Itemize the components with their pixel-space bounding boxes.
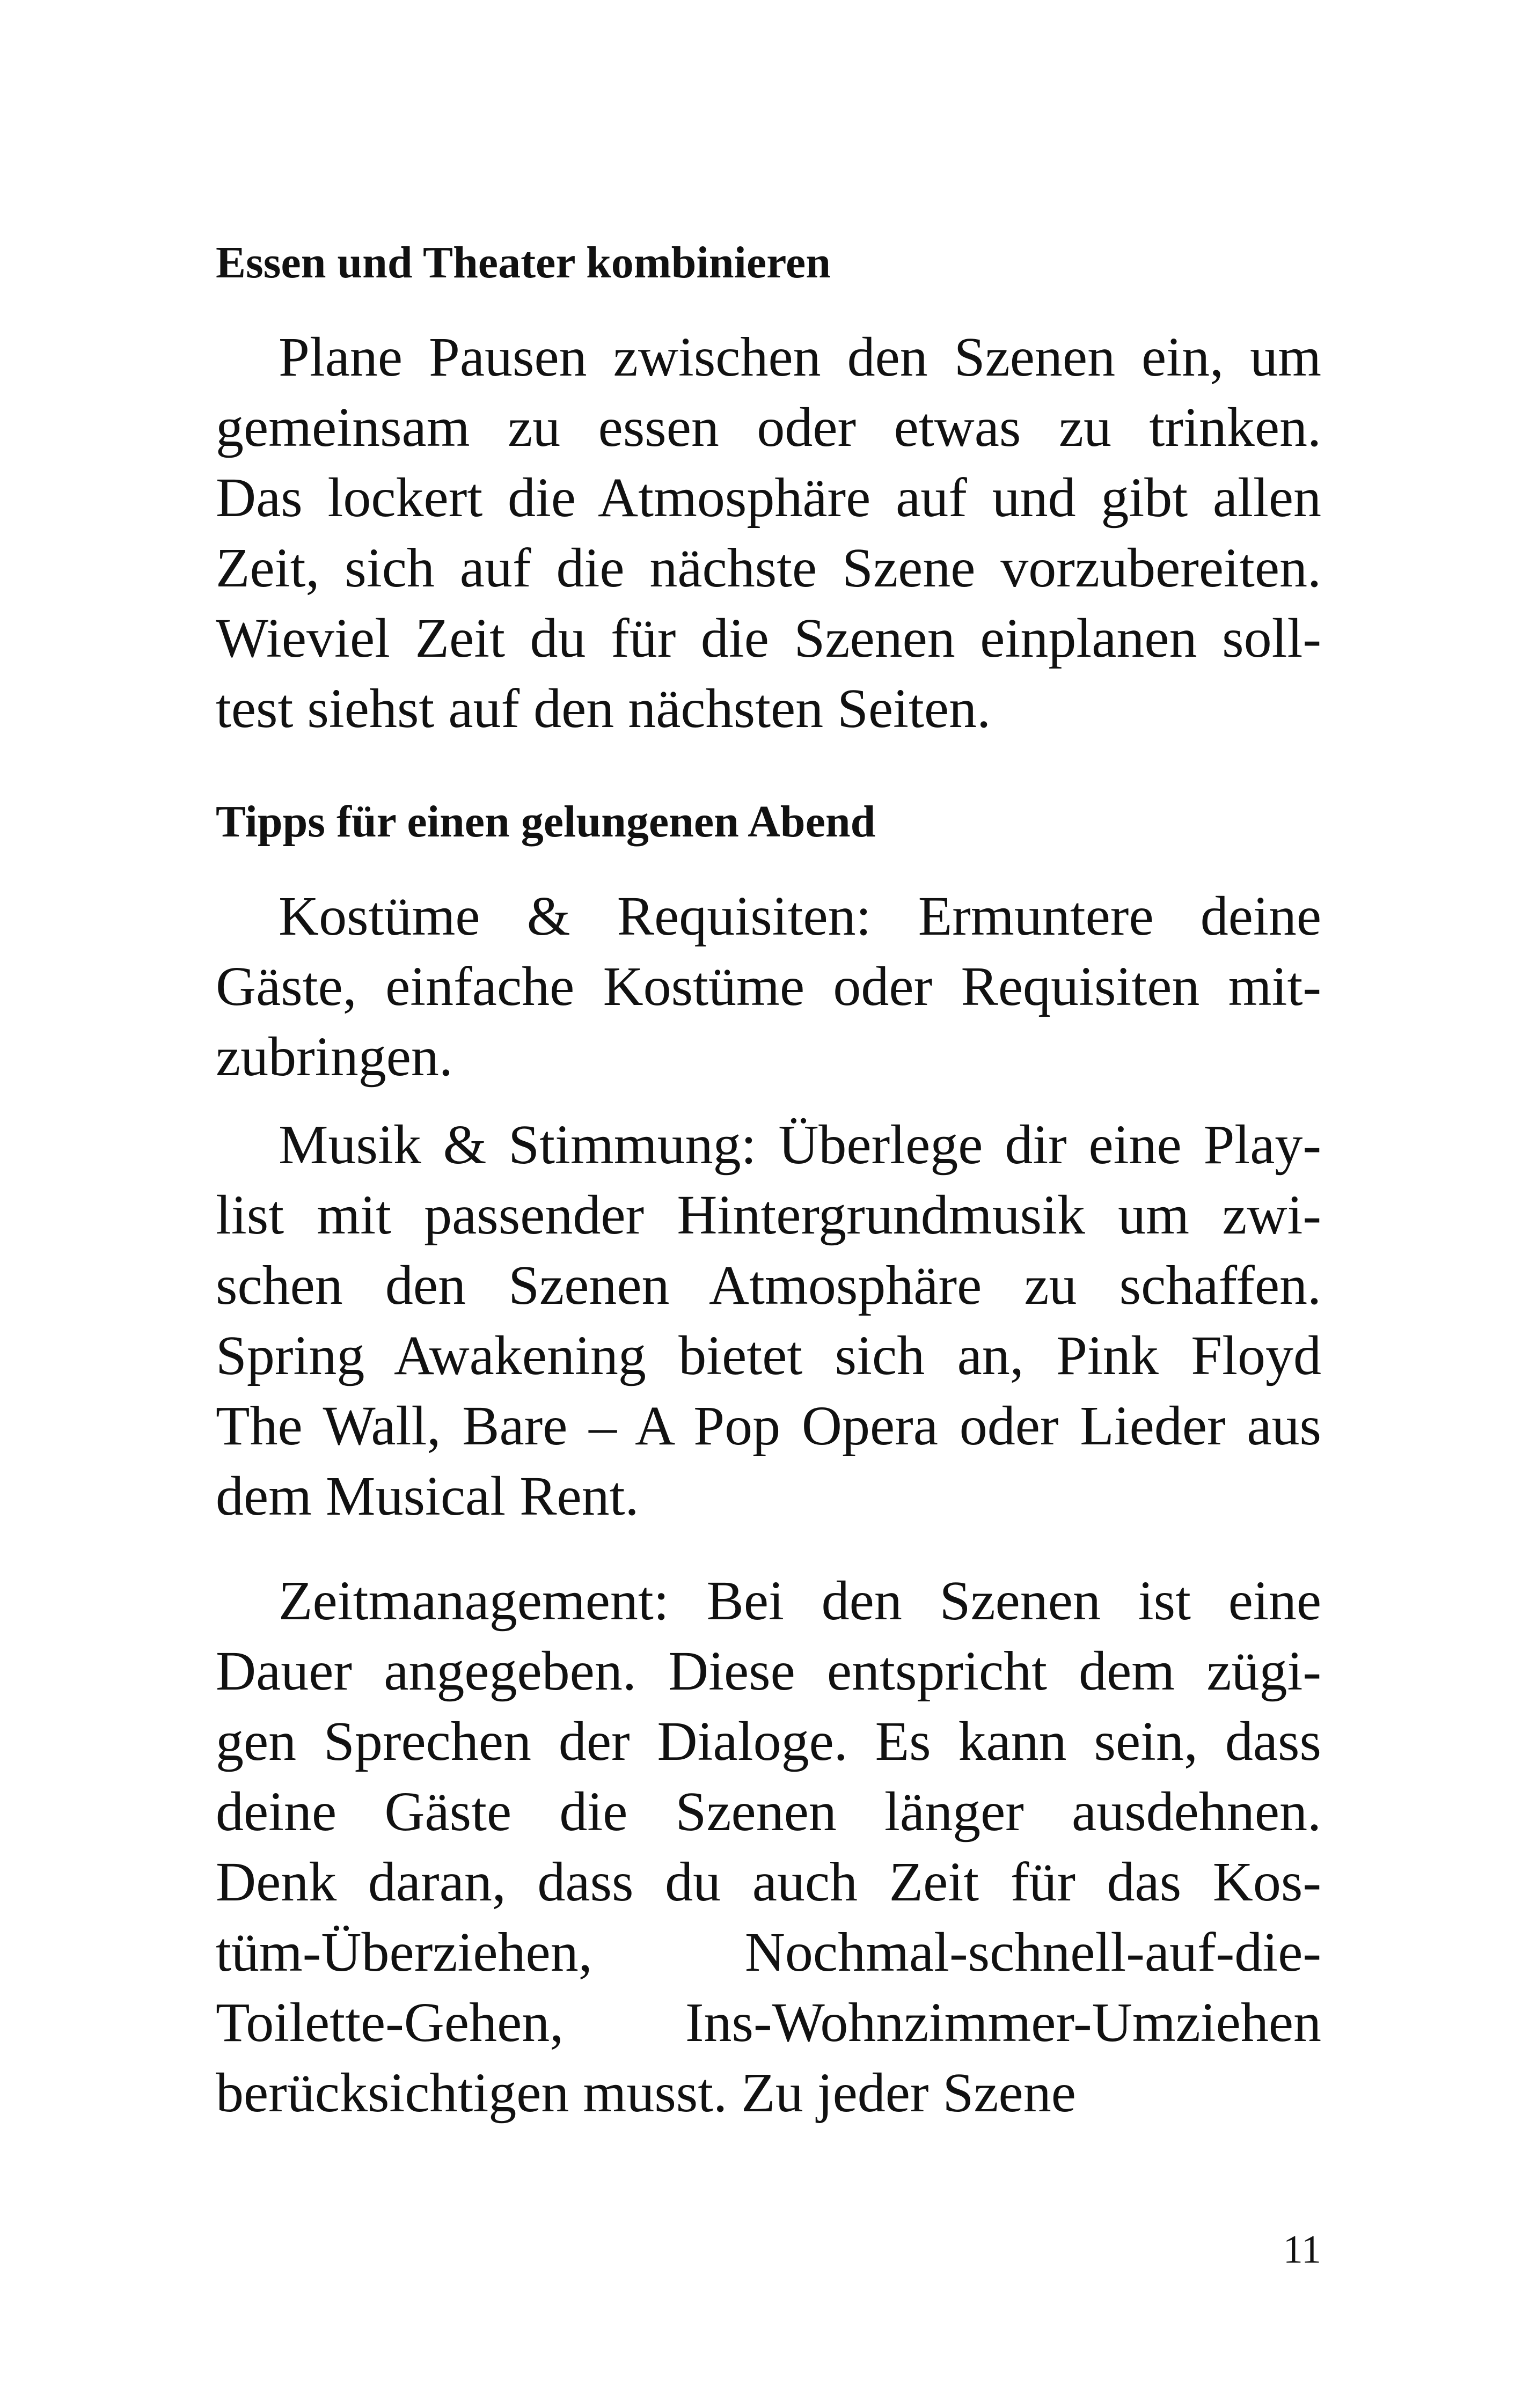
text-line: tüm-Überziehen, Nochmal-schnell-auf-die- [216,1921,1321,1983]
text-line: dem Musical Rent. [216,1465,639,1527]
page-number: 11 [1283,2228,1321,2272]
paragraph-kostueme [216,881,1321,1092]
text-line: Plane Pausen zwischen den Szenen ein, um [279,326,1321,388]
text-line: list mit passender Hintergrundmusik um zwi- [216,1184,1321,1246]
text-line: gen Sprechen der Dialoge. Es kann sein, dass [216,1710,1321,1772]
text-line: zubringen. [216,1026,453,1088]
text-line: Toilette-Gehen, Ins-Wohnzimmer-Umziehen [216,1992,1321,2053]
text-line: The Wall, Bare – A Pop Opera oder Lieder aus [216,1395,1321,1457]
text-line: Kostüme & Requisiten: Ermuntere deine [279,885,1321,947]
paragraph-zeitmanagement [216,1566,1321,2128]
text-line: Zeitmanagement: Bei den Szenen ist eine [279,1570,1321,1632]
text-line: test siehst auf den nächsten Seiten. [216,678,991,739]
text-line: Zeit, sich auf die nächste Szene vorzubereiten. [216,537,1321,599]
section-heading-tipps: Tipps für einen gelungenen Abend [216,797,876,847]
text-line: Gäste, einfache Kostüme oder Requisiten mit- [216,956,1321,1017]
text-line: deine Gäste die Szenen länger ausdehnen. [216,1781,1321,1842]
text-line: schen den Szenen Atmosphäre zu schaffen. [216,1254,1321,1316]
paragraph-musik [216,1110,1321,1531]
text-line: Denk daran, dass du auch Zeit für das Kos- [216,1851,1321,1913]
text-line: Musik & Stimmung: Überlege dir eine Play- [279,1114,1321,1176]
text-line: Spring Awakening bietet sich an, Pink Floyd [216,1325,1321,1386]
paragraph-pausen [216,322,1321,744]
section-heading-essen-theater: Essen und Theater kombinieren [216,238,831,288]
text-line: gemeinsam zu essen oder etwas zu trinken. [216,397,1321,458]
text-line: Wieviel Zeit du für die Szenen einplanen soll- [216,607,1321,669]
text-line: berücksichtigen musst. Zu jeder Szene [216,2062,1076,2124]
text-line: Das lockert die Atmosphäre auf und gibt allen [216,467,1321,528]
text-line: Dauer angegeben. Diese entspricht dem zügi- [216,1640,1321,1702]
